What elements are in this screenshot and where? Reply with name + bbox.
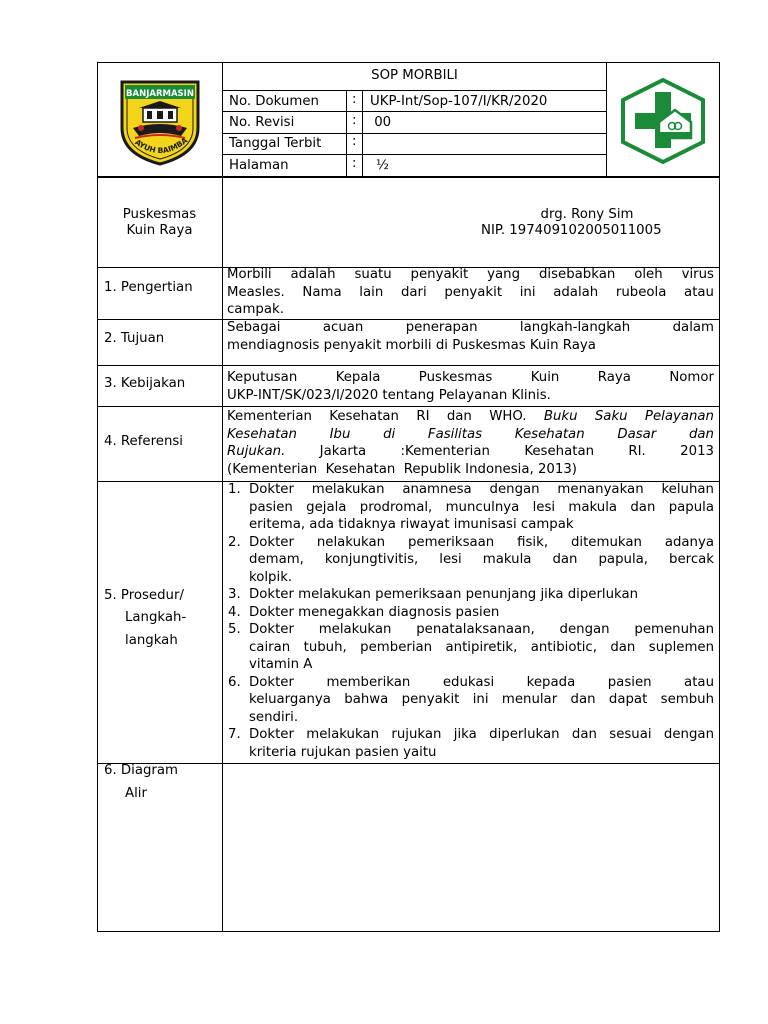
banjarmasin-emblem-icon (119, 78, 201, 166)
referensi-line-3 (227, 443, 714, 461)
referensi-title-part1: Buku Saku Pelayanan (543, 409, 714, 424)
signer-nip: NIP. 197409102005011005 (481, 223, 662, 238)
border-top (97, 62, 720, 63)
prosedur-step (228, 621, 714, 674)
referensi-citation: (Kementerian Kesehatan Republik Indonesia, 2013) (227, 461, 577, 477)
prosedur-step (228, 586, 714, 604)
header-row-divider-3 (222, 154, 607, 155)
field-sep-no-revisi: : (352, 113, 357, 128)
section-label-prosedur: 5. Prosedur/ (104, 588, 184, 603)
step-line: Dokter melakukan pemeriksaan penunjang jika diperlukan (249, 587, 639, 602)
step-number: 3. (228, 587, 241, 602)
header-label-divider (346, 90, 347, 176)
step-number: 1. (228, 482, 241, 497)
header-bottom-line (97, 176, 720, 178)
prosedur-steps (228, 481, 714, 761)
field-label-no-revisi: No. Revisi (229, 115, 295, 130)
border-bottom (97, 931, 720, 932)
field-label-tanggal-terbit: Tanggal Terbit (229, 136, 322, 151)
section-label-tujuan: 2. Tujuan (104, 331, 165, 346)
step-line: Dokter menegakkan diagnosis pasien (249, 604, 500, 620)
step-number: 4. (228, 604, 241, 620)
sop-document (97, 62, 720, 932)
referensi-title-part3: Rujukan. (227, 444, 286, 459)
prosedur-step (228, 534, 714, 587)
section-label-prosedur-3: langkah (125, 633, 178, 648)
section-body-tujuan (227, 319, 714, 354)
step-line: demam, konjungtivitis, lesi makula dan papula, bercak (249, 552, 714, 567)
step-line: kriteria rujukan pasien yaitu (249, 744, 437, 760)
border-right (719, 62, 720, 932)
field-sep-no-dokumen: : (352, 92, 357, 107)
header-row-divider-1 (222, 111, 607, 112)
section-label-kebijakan: 3. Kebijakan (104, 376, 186, 391)
field-label-halaman: Halaman (229, 158, 289, 173)
header-title-divider (222, 90, 607, 91)
puskesmas-logo (619, 78, 707, 164)
step-line: Dokter nelakukan pemeriksaan fisik, ditemukan adanya (249, 534, 714, 550)
prosedur-step-list (228, 481, 714, 761)
step-line: sendiri. (249, 709, 299, 725)
step-line: eritema, ada tidaknya riwayat imunisasi campak (249, 517, 574, 532)
header-right-divider (606, 62, 607, 176)
tujuan-line: Sebagai acuan penerapan langkah-langkah dalam (227, 320, 714, 335)
step-number: 6. (228, 674, 241, 690)
step-line: Dokter memberikan edukasi kepada pasien atau (249, 674, 714, 690)
section-label-prosedur-2: Langkah- (125, 610, 187, 625)
pengertian-line: Morbili adalah suatu penyakit yang disebabkan oleh virus (227, 267, 714, 282)
puskesmas-logo-icon (619, 78, 707, 164)
section-label-pengertian: 1. Pengertian (104, 280, 193, 295)
org-name-line1: Puskesmas (122, 207, 197, 222)
referensi-line-1 (227, 408, 714, 426)
border-left (97, 62, 98, 932)
header-row-divider-2 (222, 133, 607, 134)
step-number: 2. (228, 534, 241, 550)
field-value-no-dokumen: UKP-Int/Sop-107/I/KR/2020 (370, 94, 548, 109)
step-number: 7. (228, 727, 241, 742)
tujuan-line: mendiagnosis penyakit morbili di Puskesmas Kuin Raya (227, 337, 596, 353)
referensi-publisher: Jakarta :Kementerian Kesehatan RI. 2013 (285, 444, 714, 459)
step-line: kolpik. (249, 569, 293, 585)
step-line: Dokter melakukan penatalaksanaan, dengan pemenuhan (249, 622, 714, 637)
org-name-line2: Kuin Raya (126, 223, 193, 238)
step-line: keluarganya bahwa penyakit ini menular dan dapat sembuh (249, 692, 714, 707)
step-line: vitamin A (249, 657, 313, 672)
pengertian-line: Measles. Nama lain dari penyakit ini adalah rubeola atau (227, 284, 714, 300)
emblem-bottom-text: AYUH BAIMBA (133, 135, 190, 156)
step-line: cairan tubuh, pemberian antipiretik, antibiotic, dan suplemen (249, 639, 714, 655)
prosedur-step (228, 674, 714, 727)
step-line: Dokter melakukan anamnesa dengan menanyakan keluhan (249, 482, 714, 497)
field-value-halaman: ½ (376, 158, 389, 173)
pengertian-line: campak. (227, 302, 284, 317)
prosedur-step (228, 726, 714, 761)
kebijakan-line: Keputusan Kepala Puskesmas Kuin Raya Nomor (227, 370, 714, 385)
referensi-author: Kementerian Kesehatan RI dan WHO. (227, 409, 544, 424)
field-label-no-dokumen: No. Dokumen (229, 94, 319, 109)
field-sep-halaman: : (352, 156, 357, 171)
row-divider-tujuan (97, 365, 720, 366)
diagram-area (223, 764, 719, 931)
header-sep-divider (362, 90, 363, 176)
section-label-referensi: 4. Referensi (104, 434, 184, 449)
banjarmasin-emblem (119, 78, 201, 166)
step-line: pasien gejala prodromal, munculnya lesi makula dan papula (249, 499, 714, 515)
kebijakan-line: UKP-INT/SK/023/I/2020 tentang Pelayanan Klinis. (227, 387, 551, 403)
referensi-title-part2: Kesehatan Ibu di Fasilitas Kesehatan Dasar dan (227, 426, 714, 442)
emblem-top-text: BANJARMASIN (126, 89, 194, 99)
field-value-no-revisi: 00 (370, 115, 392, 130)
signer-name: drg. Rony Sim (540, 207, 634, 222)
row-divider-kebijakan (97, 406, 720, 407)
document-title: SOP MORBILI (371, 68, 458, 83)
section-label-diagram: 6. Diagram (104, 763, 179, 778)
field-sep-tanggal-terbit: : (352, 134, 357, 149)
prosedur-step (228, 604, 714, 622)
section-body-kebijakan (227, 369, 714, 404)
step-line: Dokter melakukan rujukan jika diperlukan dan sesuai dengan (249, 727, 714, 742)
section-label-diagram-2: Alir (125, 786, 147, 801)
step-number: 5. (228, 622, 241, 637)
section-body-pengertian (227, 266, 714, 319)
section-body-referensi (227, 408, 714, 478)
prosedur-step (228, 481, 714, 534)
